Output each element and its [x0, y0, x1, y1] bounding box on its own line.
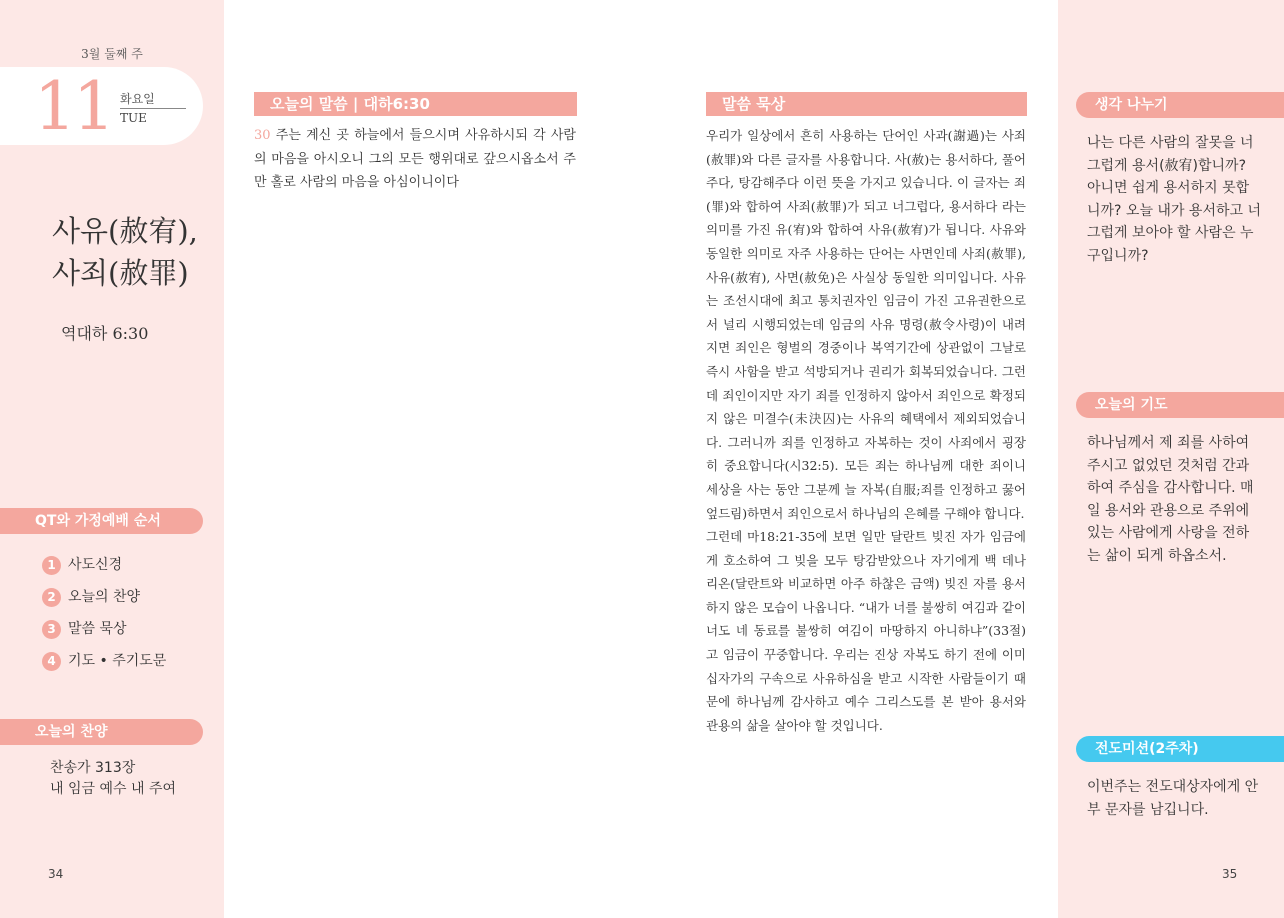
meditation-body: [706, 124, 1026, 737]
page-title: [52, 210, 198, 294]
mission-title: 전도미션(2주차): [1095, 741, 1199, 757]
qt-order-label: 오늘의 찬양: [68, 589, 141, 605]
week-label: 3월 둘째 주: [81, 47, 143, 61]
qt-order-item: [42, 651, 166, 671]
scripture-text: [254, 124, 576, 195]
page-number-left: 34: [48, 867, 64, 881]
title-line-1: 사유(赦宥),: [52, 214, 198, 248]
sharing-title: 생각 나누기: [1095, 97, 1168, 113]
day-number: 11: [34, 68, 112, 145]
hymn-title: 오늘의 찬양: [35, 724, 108, 740]
qt-order-label: 말씀 묵상: [68, 621, 127, 637]
meditation-header: [706, 92, 1027, 116]
weekday-divider: [120, 108, 186, 109]
weekday-en: TUE: [120, 111, 147, 125]
qt-order-item: [42, 587, 140, 607]
weekday-ko: 화요일: [120, 92, 155, 106]
meditation-paragraph: 그런데 마18:21-35에 보면 일만 달란트 빚진 자가 임금에게 호소하여 그 빚을 모두 탕감받았으나 자기에게 백 데나리온(달란트와 비교하면 아주 하찮은 금액) 빚진 자를 용서하지 않은 모습이 나옵니다. “내가 너를 불쌍히 여김과 같이 너도 네 동료를 불쌍히 여김이 마땅하지 아니하냐”(33절)고 임금이 꾸중합니다. 우리는 진상 자복도 하기 전에 이미 십자가의 구속으로 사유하심을 받고 시작한 사람들이기 때문에 하나님께 감사하고 예수 그리스도를 본 받아 용서와 관용의 삶을 살아야 할 것입니다.: [706, 529, 1026, 733]
prayer-title: 오늘의 기도: [1095, 397, 1168, 413]
scripture-reference: 역대하 6:30: [61, 324, 149, 343]
qt-order-label: 기도 • 주기도문: [68, 653, 167, 669]
verse-number: 30: [254, 128, 271, 143]
meditation-header-label: 말씀 묵상: [722, 95, 786, 113]
prayer-badge: [1076, 392, 1284, 418]
prayer-text: 하나님께서 제 죄를 사하여 주시고 없었던 것처럼 간과하여 주심을 감사합니다. 매일 용서와 관용으로 주위에 있는 사람에게 사랑을 전하는 삶이 되게 하옵소서.: [1087, 435, 1254, 564]
number-circle-icon: 2: [42, 588, 61, 607]
number-circle-icon: 3: [42, 620, 61, 639]
hymn-name: 내 임금 예수 내 주여: [50, 781, 176, 797]
qt-order-label: 사도신경: [68, 557, 123, 573]
meditation-paragraph: 우리가 일상에서 흔히 사용하는 단어인 사과(謝過)는 사죄(赦罪)와 다른 글자를 사용합니다. 사(赦)는 용서하다, 풀어주다, 탕감해주다 이런 뜻을 가지고 있습니다. 이 글자는 죄(罪)와 합하여 사죄(赦罪)가 되고 너그럽다, 용서하다 라는 의미를 가진 유(宥)와 합하여 사유(赦宥)가 됩니다. 사유와 동일한 의미로 자주 사용하는 단어는 사면인데 사죄(赦罪), 사유(赦宥), 사면(赦免)은 사실상 동일한 의미입니다. 사유는 조선시대에 최고 통치권자인 임금이 가진 고유권한으로서 널리 시행되었는데 임금의 사유 명령(赦令사령)이 내려지면 죄인은 형벌의 경중이나 복역기간에 상관없이 그날로 즉시 사함을 받고 석방되거나 권리가 회복되었습니다. 그런데 죄인이지만 자기 죄를 인정하지 않아서 죄인으로 확정되지 않은 미결수(未決囚)는 사유의 혜택에서 제외되었습니다. 그러니까 죄를 인정하고 자복하는 것이 사죄에서 굉장히 중요합니다(시32:5). 모든 죄는 하나님께 대한 죄이니 세상을 사는 동안 그분께 늘 자복(自服;죄를 인정하고 꿇어 엎드림)하면서 죄인으로서 하나님의 은혜를 구해야 합니다.: [706, 128, 1026, 521]
number-circle-icon: 4: [42, 652, 61, 671]
hymn-number: 찬송가 313장: [50, 760, 136, 776]
qt-order-item: [42, 555, 122, 575]
hymn-badge: [0, 719, 203, 745]
qt-order-item: [42, 619, 127, 639]
qt-order-title: QT와 가정예배 순서: [35, 513, 161, 529]
page-number-right: 35: [1222, 867, 1238, 881]
sharing-badge: [1076, 92, 1284, 118]
mission-text: 이번주는 전도대상자에게 안부 문자를 남깁니다.: [1087, 779, 1259, 818]
title-line-2: 사죄(赦罪): [52, 256, 189, 290]
scripture-header-label: 오늘의 말씀 | 대하6:30: [270, 95, 430, 113]
number-circle-icon: 1: [42, 556, 61, 575]
sharing-text: 나는 다른 사람의 잘못을 너그럽게 용서(赦宥)합니까? 아니면 쉽게 용서하지 못합니까? 오늘 내가 용서하고 너그럽게 보아야 할 사람은 누구입니까?: [1087, 135, 1261, 264]
scripture-header: [254, 92, 577, 116]
mission-badge: [1076, 736, 1284, 762]
qt-order-badge: [0, 508, 203, 534]
verse-text: 주는 계신 곳 하늘에서 들으시며 사유하시되 각 사람의 마음을 아시오니 그의 모든 행위대로 갚으시옵소서 주만 홀로 사람의 마음을 아심이니이다: [254, 128, 576, 190]
